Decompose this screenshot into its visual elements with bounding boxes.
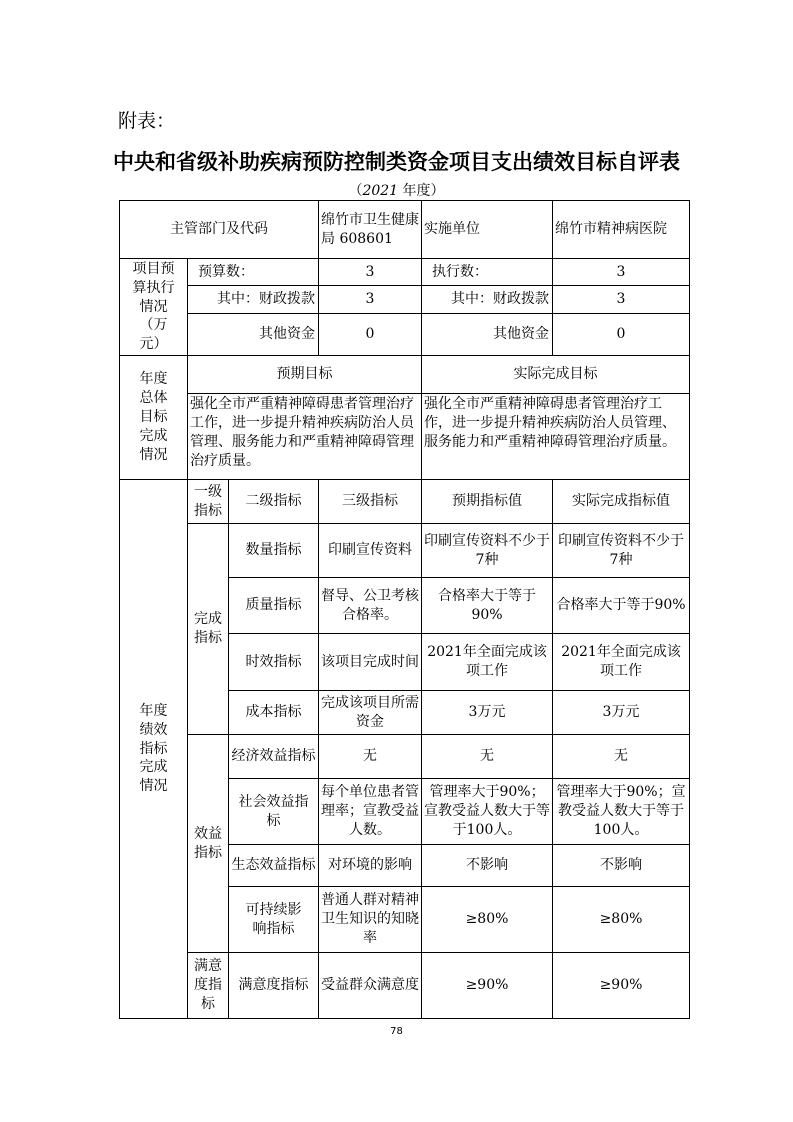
table-row-level2: 可持续影响指标 <box>229 887 319 953</box>
table-row-expected: ≥90% <box>422 953 553 1019</box>
table-row-expected: 管理率大于90%；宣教受益人数大于等于100人。 <box>422 779 553 845</box>
other-label: 其他资金 <box>188 314 319 356</box>
table-row-actual: 3万元 <box>553 691 690 735</box>
table-row-level2: 满意度指标 <box>229 953 319 1019</box>
fiscal-label: 其中：财政拨款 <box>188 286 319 314</box>
budget-section-label: 项目预算执行情况（万元） <box>120 259 188 356</box>
exec-other-label: 其他资金 <box>422 314 553 356</box>
table-row-level2: 数量指标 <box>229 524 319 578</box>
header-level3: 三级指标 <box>319 480 422 524</box>
expected-goal-text: 强化全市严重精神障碍患者管理治疗工作，进一步提升精神疾病防治人员管理、服务能力和严重精神障碍管理治疗质量。 <box>188 394 422 480</box>
table-row-actual: 不影响 <box>553 845 690 887</box>
table-row-level3: 受益群众满意度 <box>319 953 422 1019</box>
table-row-level3: 印刷宣传资料 <box>319 524 422 578</box>
self-evaluation-table <box>119 200 690 1019</box>
table-row-level3: 无 <box>319 735 422 779</box>
table-row-level2: 经济效益指标 <box>229 735 319 779</box>
table-row-level3: 对环境的影响 <box>319 845 422 887</box>
table-row-level3: 普通人群对精神卫生知识的知晓率 <box>319 887 422 953</box>
actual-goal-header: 实际完成目标 <box>422 356 690 394</box>
expected-goal-header: 预期目标 <box>188 356 422 394</box>
table-row-actual: ≥80% <box>553 887 690 953</box>
actual-goal-text: 强化全市严重精神障碍患者管理治疗工作，进一步提升精神疾病防治人员管理、服务能力和严重精神障碍管理治疗质量。 <box>422 394 690 480</box>
table-row-expected: 3万元 <box>422 691 553 735</box>
table-row-level3: 督导、公卫考核合格率。 <box>319 578 422 634</box>
overall-section-label: 年度总体目标完成情况 <box>120 356 188 480</box>
table-row-level3: 完成该项目所需资金 <box>319 691 422 735</box>
exec-fiscal-value: 3 <box>553 286 690 314</box>
table-row-expected: 无 <box>422 735 553 779</box>
year-label <box>0 180 793 200</box>
table-row-actual: 印刷宣传资料不少于7种 <box>553 524 690 578</box>
table-row-expected: 不影响 <box>422 845 553 887</box>
header-level2: 二级指标 <box>229 480 319 524</box>
table-row-expected: 合格率大于等于90% <box>422 578 553 634</box>
header-actual: 实际完成指标值 <box>553 480 690 524</box>
table-row-actual: 无 <box>553 735 690 779</box>
dept-value: 绵竹市卫生健康局 608601 <box>319 201 422 259</box>
table-row-expected: 2021年全面完成该项工作 <box>422 634 553 691</box>
table-row-level2: 时效指标 <box>229 634 319 691</box>
table-row-level3: 该项目完成时间 <box>319 634 422 691</box>
table-row-expected: ≥80% <box>422 887 553 953</box>
exec-value: 3 <box>553 259 690 286</box>
table-row-actual: 管理率大于90%；宣教受益人数大于等于100人。 <box>553 779 690 845</box>
group-completion: 完成指标 <box>188 524 229 735</box>
table-row-actual: 2021年全面完成该项工作 <box>553 634 690 691</box>
indicators-section-label: 年度绩效指标完成情况 <box>120 480 188 1019</box>
group-benefit: 效益指标 <box>188 735 229 953</box>
budget-value: 3 <box>319 259 422 286</box>
exec-fiscal-label: 其中：财政拨款 <box>422 286 553 314</box>
table-row-level2: 社会效益指标 <box>229 779 319 845</box>
page-number: 78 <box>390 1026 403 1037</box>
group-satisfaction: 满意度指标 <box>188 953 229 1019</box>
table-row-expected: 印刷宣传资料不少于7种 <box>422 524 553 578</box>
table-row-level3: 每个单位患者管理率；宣教受益人数。 <box>319 779 422 845</box>
header-level1: 一级指标 <box>188 480 229 524</box>
table-row-level2: 生态效益指标 <box>229 845 319 887</box>
table-row-level2: 成本指标 <box>229 691 319 735</box>
other-value: 0 <box>319 314 422 356</box>
header-expected: 预期指标值 <box>422 480 553 524</box>
year-close: 年度） <box>398 183 445 199</box>
year-value: 2021 <box>362 183 399 199</box>
budget-label: 预算数： <box>188 259 319 286</box>
table-row-actual: 合格率大于等于90% <box>553 578 690 634</box>
exec-label: 执行数： <box>422 259 553 286</box>
appendix-label: 附表： <box>118 110 176 132</box>
table-row-level2: 质量指标 <box>229 578 319 634</box>
year-open: （ <box>348 183 363 199</box>
impl-label: 实施单位 <box>422 201 553 259</box>
table-row-actual: ≥90% <box>553 953 690 1019</box>
page-title: 中央和省级补助疾病预防控制类资金项目支出绩效目标自评表 <box>113 150 680 174</box>
exec-other-value: 0 <box>553 314 690 356</box>
impl-value: 绵竹市精神病医院 <box>553 201 690 259</box>
dept-label: 主管部门及代码 <box>120 201 319 259</box>
fiscal-value: 3 <box>319 286 422 314</box>
